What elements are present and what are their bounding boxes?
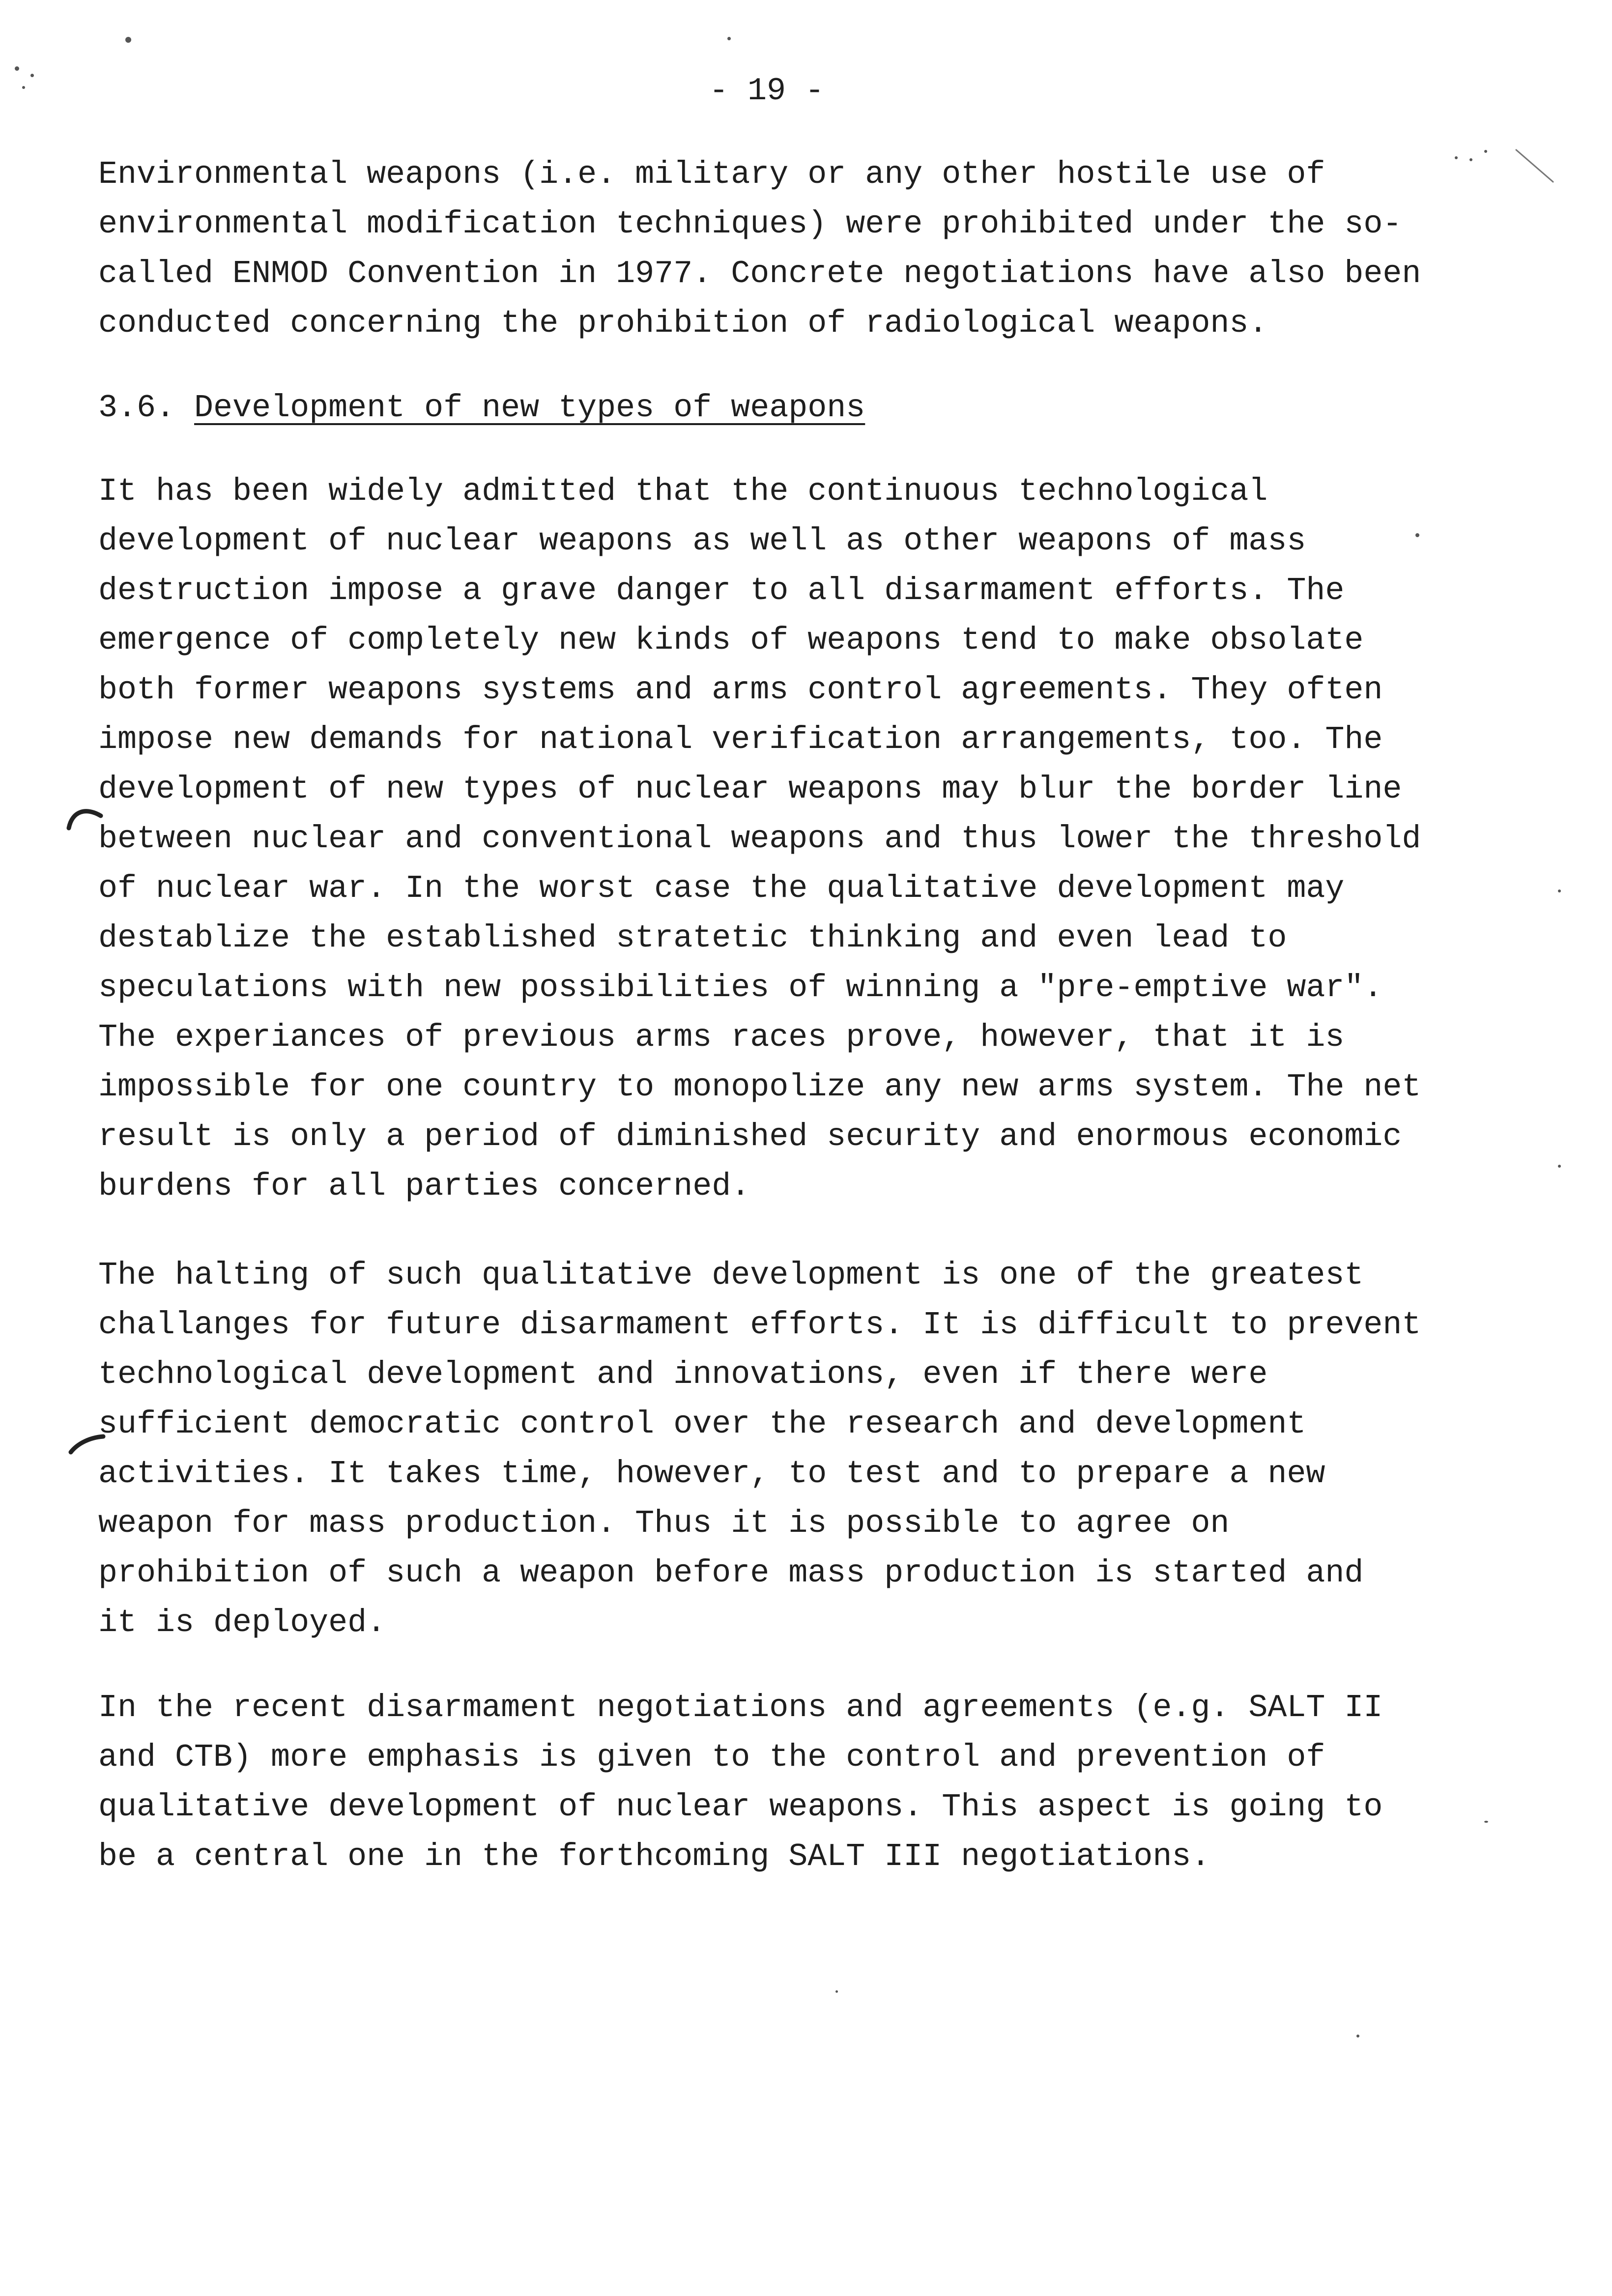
text-line: In the recent disarmament negotiations and agreements (e.g. SALT II: [98, 1690, 1383, 1726]
text-line: and CTB) more emphasis is given to the control and prevention of: [98, 1739, 1325, 1776]
text-line: prohibition of such a weapon before mass production is started and: [98, 1555, 1364, 1591]
section-title: Development of new types of weapons: [194, 390, 865, 426]
text-line: both former weapons systems and arms control agreements. They often: [98, 672, 1383, 708]
text-line: impose new demands for national verification arrangements, too. The: [98, 721, 1383, 758]
margin-bracket-mark: [68, 1433, 107, 1462]
text-line: between nuclear and conventional weapons and thus lower the threshold: [98, 821, 1421, 857]
text-line: environmental modification techniques) were prohibited under the so-: [98, 206, 1402, 242]
scan-speck: [1356, 2035, 1359, 2038]
scan-speck: [835, 1990, 838, 1993]
paragraph-halting-development: [98, 1251, 1524, 1648]
text-line: burdens for all parties concerned.: [98, 1168, 750, 1205]
scan-speck: [1558, 890, 1561, 892]
text-line: The experiances of previous arms races prove, however, that it is: [98, 1019, 1345, 1056]
text-line: be a central one in the forthcoming SALT III negotiations.: [98, 1838, 1210, 1875]
text-line: activities. It takes time, however, to test and to prepare a new: [98, 1456, 1325, 1492]
text-line: Environmental weapons (i.e. military or any other hostile use of: [98, 156, 1325, 193]
text-line: impossible for one country to monopolize any new arms system. The net: [98, 1069, 1421, 1105]
text-line: The halting of such qualitative development is one of the greatest: [98, 1257, 1364, 1293]
paragraph-recent-negotiations: [98, 1683, 1524, 1882]
text-line: destablize the established stratetic thinking and even lead to: [98, 920, 1287, 956]
text-line: development of new types of nuclear weapons may blur the border line: [98, 771, 1402, 807]
corner-scratch-mark: [1514, 147, 1558, 187]
text-line: called ENMOD Convention in 1977. Concrete negotiations have also been: [98, 256, 1421, 292]
text-line: result is only a period of diminished security and enormous economic: [98, 1119, 1402, 1155]
section-heading: [98, 383, 865, 432]
page-number: - 19 -: [709, 73, 825, 109]
text-line: of nuclear war. In the worst case the qualitative development may: [98, 870, 1345, 907]
text-line: sufficient democratic control over the research and development: [98, 1406, 1306, 1442]
paragraph-new-weapons-development: [98, 467, 1524, 1211]
text-line: It has been widely admitted that the continuous technological: [98, 473, 1268, 510]
scan-speck: [22, 86, 25, 89]
text-line: technological development and innovations, even if there were: [98, 1356, 1268, 1393]
scan-speck: [1415, 533, 1419, 537]
text-line: qualitative development of nuclear weapons. This aspect is going to: [98, 1789, 1383, 1825]
scan-speck: [15, 66, 19, 71]
paragraph-environmental-weapons: [98, 150, 1524, 348]
scan-speck: [1484, 150, 1487, 153]
text-line: development of nuclear weapons as well as other weapons of mass: [98, 523, 1306, 559]
scan-speck: [1469, 158, 1472, 161]
text-line: challanges for future disarmament efforts. It is difficult to prevent: [98, 1307, 1421, 1343]
scan-speck: [1484, 1821, 1488, 1823]
text-line: conducted concerning the prohibition of radiological weapons.: [98, 305, 1268, 342]
text-line: weapon for mass production. Thus it is possible to agree on: [98, 1505, 1230, 1542]
text-line: emergence of completely new kinds of weapons tend to make obsolate: [98, 622, 1364, 659]
scan-speck: [1558, 1165, 1561, 1168]
scan-speck: [1455, 156, 1458, 159]
scan-speck: [125, 37, 131, 43]
margin-bracket-mark: [66, 806, 106, 840]
text-line: destruction impose a grave danger to all disarmament efforts. The: [98, 573, 1345, 609]
scan-speck: [727, 37, 731, 40]
section-number: 3.6.: [98, 390, 175, 426]
text-line: it is deployed.: [98, 1605, 386, 1641]
text-line: speculations with new possibilities of winning a "pre-emptive war".: [98, 970, 1383, 1006]
scan-speck: [30, 74, 34, 77]
